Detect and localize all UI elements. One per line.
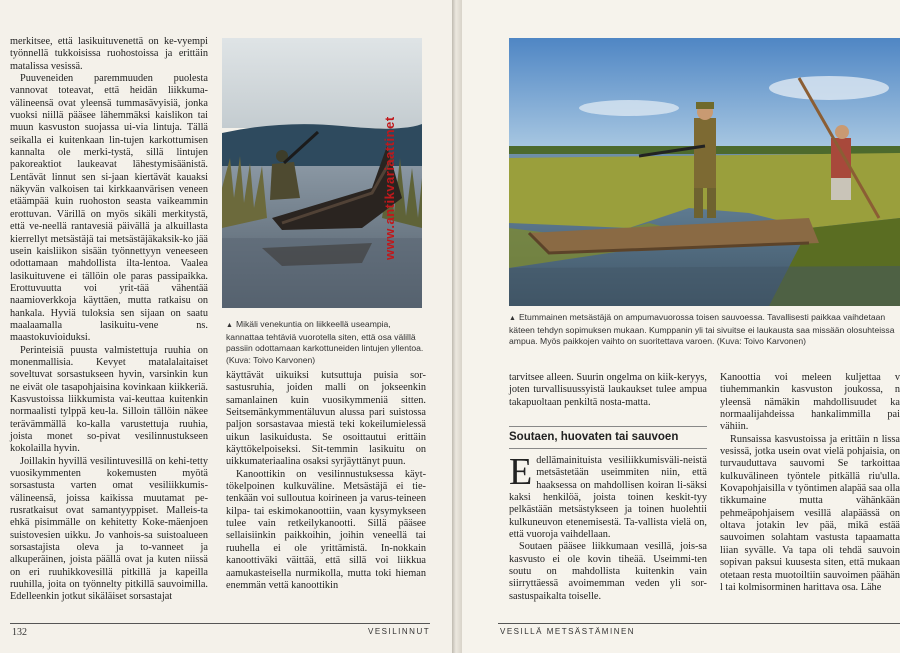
right-column-1	[509, 372, 707, 409]
footer-rule	[498, 623, 900, 624]
paragraph: Kanoottikin on vesilinnustuksessa käyt-tökelpoinen kulkuväline. Metsästäjä ei tie-tenkään voi sulloutua koirineen ja varus-teineen kilpa- tai eskimokanoottiin, vaan kysymykseen tulee vain retkeilykanootti. Sillä pääsee sellaisiinkin paikkoihin, joihin veneellä tai ruuhella ei ole yrittämistä. In-nokkain kanoottiväki väittää, että sillä voi liikkua aamukasteisella nurmikolla, mutta toki hieman enemmän vettä kanoottikin	[226, 468, 426, 591]
footer-rule	[10, 623, 430, 624]
paragraph: merkitsee, että lasikuituvenettä on ke-vyempi työnnellä tukkoisissa ruohostoissa ja erittäin matalissa vesissä.	[10, 36, 208, 72]
watermark: www.antikvariaattinet	[382, 116, 397, 260]
paragraph: Soutaen pääsee liikkumaan vesillä, jois-sa kasvusto ei ole kovin tiheää. Useimmi-ten soutu on mahdollista kuitenkin vain siirryttäessä avoimemman veden yli sor-sastuspaikalta toiselle.	[509, 541, 707, 602]
triangle-bullet-icon: ▲	[509, 315, 516, 322]
paragraph: Kanoottia voi meleen kuljettaa v tiuhemmankin kasvuston joukossa, n yleensä nämäkin mahdollisuudet ka normaalijahdeissa hankalimmilla pai vähiin.	[720, 372, 900, 433]
paragraph: Puuveneiden paremmuuden puolesta vannovat toteavat, että heidän liikkuma-välineensä ovat yleensä tummasävyisiä, jonka vuoksi niillä pääsee lähemmäksi kaislikon tai muun kasvuston suojassa ui-via lintuja. Tällä seikalla ei kuitenkaan lin-tujen karkottumisen kannalta ole merki-tystä, sillä lintujen pakoreaktiot laukeavat lähestymisäänistä. Lentävät linnut sen si-jaan kiertävät kauaksi näkyvän valkoisen tai kirkkaanvärisen veneen etäämpää kuin ruohoston seasta vaikeammin erottuvan. Värillä on myös sikäli merkitystä, että ve-neellä rantavesiä päivällä ja alkuillasta kierrellyt metsästäjä tai metsästäjäkaksik-ko jää usein kaisliikon sisään työnnettyyn veneeseen odottamaan mahdollista ilta-lentoa. Vaalea lasikuituvene ei tällöin ole paras passipaikka. Erottuvuutta voi yrit-tää vähentää naamioverkkoja käyttäen, mutta ratkaisu on hankala. Hyviä tuloksia sen sijaan on saatu maalaamalla lasikuitu-vene ns. maastokuvioiduksi.	[10, 73, 208, 344]
left-column-1	[10, 36, 208, 604]
right-column-1-body	[509, 451, 707, 603]
running-footer: VESILINNUT	[368, 627, 431, 636]
left-photo-caption: ▲ Mikäli venekuntia on liikkeellä useampia, kannattaa tehtäviä vuorotella siten, että osa välillä passiin odottamaan karkottuneiden lintujen yllentoa. (Kuva: Toivo Karvonen)	[226, 319, 424, 365]
paragraph: Edellämainituista vesiliikkumisväli-neistä metsästetään useimmiten niin, että haaksessa on mahdollisen koiran li-säksi kaksi henkilöä, joista toinen keskit-tyy pelkästään metsästykseen ja toinen huolehtii kulkuneuvon etenemisestä. Ta-vallista vielä on, että vuoroja vaihdellaan.	[509, 451, 707, 541]
triangle-bullet-icon: ▲	[226, 322, 233, 329]
heading-rule-bottom	[509, 448, 707, 449]
heading-rule-top	[509, 426, 707, 427]
paragraph: Joillakin hyvillä vesilintuvesillä on kehi-tetty vuosikymmenten kokemusten myötä sorsastusta varten omat vesiliikkumis-välineensä, joissa kaikissa muutamat pe-rusratkaisut ovat samantyyppiset. Malleis-ta ehkä pisimmälle on kehitetty Koke-mäenjoen suistovesien uikku. Jo vanhois-sa suistoalueen sorsastajista oleva ja to-vanneet ja alkuperäinen, joista päällä ovat ja kuten niissä on eri ruuhikkovesillä pitkillä ja kapeilla ruuhilla, joita on työnnelty pitkillä sauvoimilla. Edelleenkin jotkut sikäläiset sorsastajat	[10, 455, 208, 603]
book-gutter	[452, 0, 462, 653]
section-heading: Soutaen, huovaten tai sauvoen	[509, 431, 679, 443]
drop-cap: E	[509, 451, 533, 493]
running-footer: VESILLÄ METSÄSTÄMINEN	[500, 627, 636, 636]
paragraph: tarvitsee alleen. Suurin ongelma on kiik-keryys, joten turvallisuussyistä laukaukset tulee ampua takapuoltaan penkiltä nosta-matta.	[509, 372, 707, 408]
paragraph: Perinteisiä puusta valmistettuja ruuhia on monenmallisia. Kevyet matalalaitaiset soveltuvat sorsastukseen hyvin, varsinkin kun ne eivät ole tasapohjaisina kovinkaan kiikkeriä. Kasvustoissa liikkumista vai-keuttaa kuitenkin normaalisti tylppä keu-la. Silloin tällöin näkee terävämmällä ko-kalla varustettuja ruuhia, joista monet so-pivat vesilinnustukseen kokolailla hyvin.	[10, 344, 208, 455]
paragraph: käyttävät uikuiksi kutsuttuja puisia sor-sastusruhia, joiden malli on jokseenkin samanlainen kuin vuosikymmeniä sitten. Seitsemänkymmentäluvun alussa pari suistossa paljon sorsastavaa miestä teki kokeilumielessä uikun lasikuidusta. Se osoittautui erittäin käyttökelpoiseksi. Sit-temmin lasikuitu on uikkumateriaalina osaksi syrjäyttänyt puun.	[226, 370, 426, 468]
hunters-photo	[509, 38, 900, 306]
page-number: 132	[12, 627, 27, 638]
right-photo-caption: ▲ Etummainen metsästäjä on ampumavuorossa toisen sauvoessa. Tavallisesti paikkaa vaihdetaan käteen tehdyn sopimuksen mukaan. Kumppanin yli tai sivuitse ei laukausta saa missään olosuhteissa ampua. Myös paikkojen vaihto on suoritettava varoen. (Kuva: Toivo Karvonen)	[509, 312, 895, 346]
right-column-2	[720, 372, 900, 594]
paragraph: Runsaissa kasvustoissa ja erittäin n lissa vesissä, jotka usein ovat vielä pohjaisia, on turvauduttava sauvomi Se tarkoittaa kulkuvälineen työntele pitkällä riu'ulla. Kovapohjaisilla v työntimen alapää saa olla tikkumaine mutta vähänkään pehmeäpohjaisem vesillä alapäässä on oltava jotakin lev pää, mikä estää sauvoimen solahtam vastusta tapaamatta liian syvälle. Va tapa oli tehdä sauvoin sopivan paksui kuusesta siten, että mukaan otetaan resta muotoiltiin sauvoimen päähän l tai kolmisorminen harittava osa. Lähe	[720, 433, 900, 593]
right-page	[462, 0, 900, 653]
left-column-2	[226, 370, 426, 592]
